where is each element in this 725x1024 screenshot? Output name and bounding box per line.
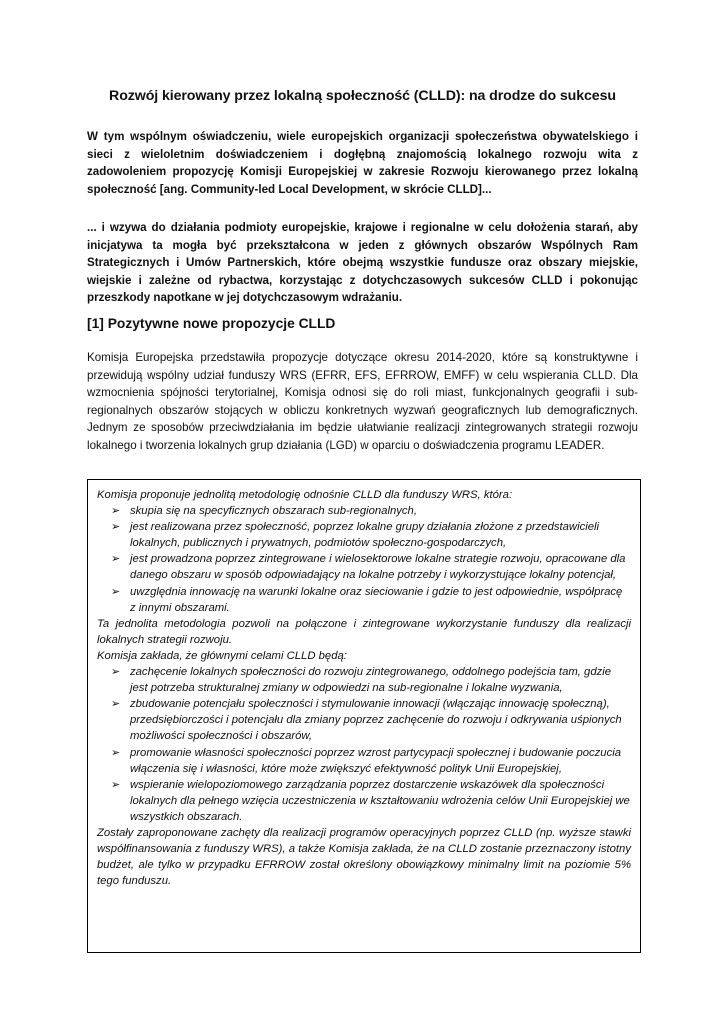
arrow-bullet-icon: ➢ [111, 553, 121, 566]
list-item-text: zachęcenie lokalnych społeczności do rozwoju zintegrowanego, oddolnego podejścia tam, gdzie jest potrzeba strukturalnej zmiany w odpowiedzi na sub-regionalne i lokalne wyzwania, [130, 666, 612, 695]
box-middle-1: Ta jednolita metodologia pozwoli na połączone i zintegrowane wykorzystanie funduszy dla realizacji lokalnych strategii rozwoju. [97, 617, 631, 646]
section-body-text: Komisja Europejska przedstawiła propozycje dotyczące okresu 2014-2020, które są konstruktywne i przewidują wspólny udział funduszy WRS (EFRR, EFS, EFRROW, EMFF) w celu wspierania CLLD. Dla wzmocnienia spójności terytorialnej, Komisja odnosi się do roli miast, funkcjonalnych geografii i sub-regionalnych obszarów stojących w obliczu konkretnych wyzwań geograficznych lub demograficznych. Jednym ze sposobów przeciwdziałania im będzie ułatwianie realizacji zintegrowanych strategii rozwoju lokalnego i tworzenia lokalnych grup działania (LGD) w oparciu o doświadczenia programu LEADER. [87, 351, 638, 452]
arrow-bullet-icon: ➢ [111, 778, 121, 791]
intro-paragraph-2 [87, 219, 638, 307]
list-item [97, 503, 631, 519]
list-item-text: jest realizowana przez społeczność, poprzez lokalne grupy działania złożone z przedstawicieli lokalnych, publicznych i prywatnych, podmiotów społeczno-gospodarczych, [130, 521, 600, 550]
list-item-text: wspieranie wielopoziomowego zarządzania poprzez dostarczenie wskazówek dla społeczności lokalnych dla pełnego wzięcia uczestniczenia w kształtowaniu wdrożenia celów Unii Europejskiej we wszystkich obszarach. [130, 778, 630, 823]
section-heading: [1] Pozytywne nowe propozycje CLLD [87, 316, 336, 331]
arrow-bullet-icon: ➢ [111, 698, 121, 711]
list-item [97, 551, 631, 583]
list-item-text: uwzględnia innowację na warunki lokalne oraz sieciowanie i gdzie to jest odpowiednie, współpracę z innymi obszarami. [130, 585, 623, 614]
list-item [97, 696, 631, 744]
box-middle-2: Komisja zakłada, że głównymi celami CLLD będą: [97, 649, 347, 662]
list-item-text: skupia się na specyficznych obszarach sub-regionalnych, [130, 505, 417, 518]
intro-paragraph-1 [87, 128, 638, 198]
list-item-text: jest prowadzona poprzez zintegrowane i wielosektorowe lokalne strategie rozwoju, opracowane dla danego obszaru w sposób odpowiadający na lokalne potrzeby i wykorzystujące lokalny potencjał, [130, 553, 626, 582]
proposal-box [87, 479, 641, 953]
box-closing: Zostały zaproponowane zachęty dla realizacji programów operacyjnych poprzez CLLD (np. wyższe stawki współfinansowania z funduszy WRS), a także Komisja zakłada, że na CLLD zostanie przeznaczony istotny budżet, ale tylko w przypadku EFRROW został określony obowiązkowy minimalny limit na poziomie 5% tego funduszu. [97, 826, 631, 888]
intro-paragraph-2-text: ... i wzywa do działania podmioty europejskie, krajowe i regionalne w celu dołożenia starań, aby inicjatywa ta mogła być przekształcona w jeden z głównych obszarów Wspólnych Ram Strategicznych i Umów Partnerskich, które obejmą wszystkie fundusze oraz obszary miejskie, wiejskie i zależne od rybactwa, korzystając z dotychczasowych sukcesów CLLD i pokonując przeszkody napotkane w jej dotychczasowym wdrażaniu. [87, 221, 638, 304]
arrow-bullet-icon: ➢ [111, 746, 121, 759]
list-item [97, 519, 631, 551]
list-item-text: promowanie własności społeczności poprzez wzrost partycypacji społecznej i budowanie poczucia włączenia się i własności, które może zwiększyć efektywność polityk Unii Europejskiej, [130, 746, 622, 775]
arrow-bullet-icon: ➢ [111, 585, 121, 598]
arrow-bullet-icon: ➢ [111, 521, 121, 534]
list-item [97, 664, 631, 696]
methodology-list [97, 503, 631, 616]
list-item [97, 584, 631, 616]
section-body [87, 349, 638, 454]
list-item [97, 745, 631, 777]
objectives-list [97, 664, 631, 825]
arrow-bullet-icon: ➢ [111, 666, 121, 679]
document-title: Rozwój kierowany przez lokalną społeczność (CLLD): na drodze do sukcesu [109, 88, 616, 104]
intro-paragraph-1-text: W tym wspólnym oświadczeniu, wiele europejskich organizacji społeczeństwa obywatelskiego i sieci z wieloletnim doświadczeniem i dogłębną znajomością lokalnego rozwoju wita z zadowoleniem propozycję Komisji Europejskiej w zakresie Rozwoju kierowanego przez lokalną społeczność [ang. Community-led Local Development, w skrócie CLLD]... [87, 130, 638, 196]
box-intro: Komisja proponuje jednolitą metodologię odnośnie CLLD dla funduszy WRS, która: [97, 489, 513, 501]
list-item-text: zbudowanie potencjału społeczności i stymulowanie innowacji (włączając innowację społeczną), przedsiębiorczości i potencjału dla zmiany poprzez zachęcenie do rozwoju i odkrywania uśpionych możliwości społeczności i obszarów, [130, 698, 622, 743]
list-item [97, 777, 631, 825]
arrow-bullet-icon: ➢ [111, 505, 121, 518]
